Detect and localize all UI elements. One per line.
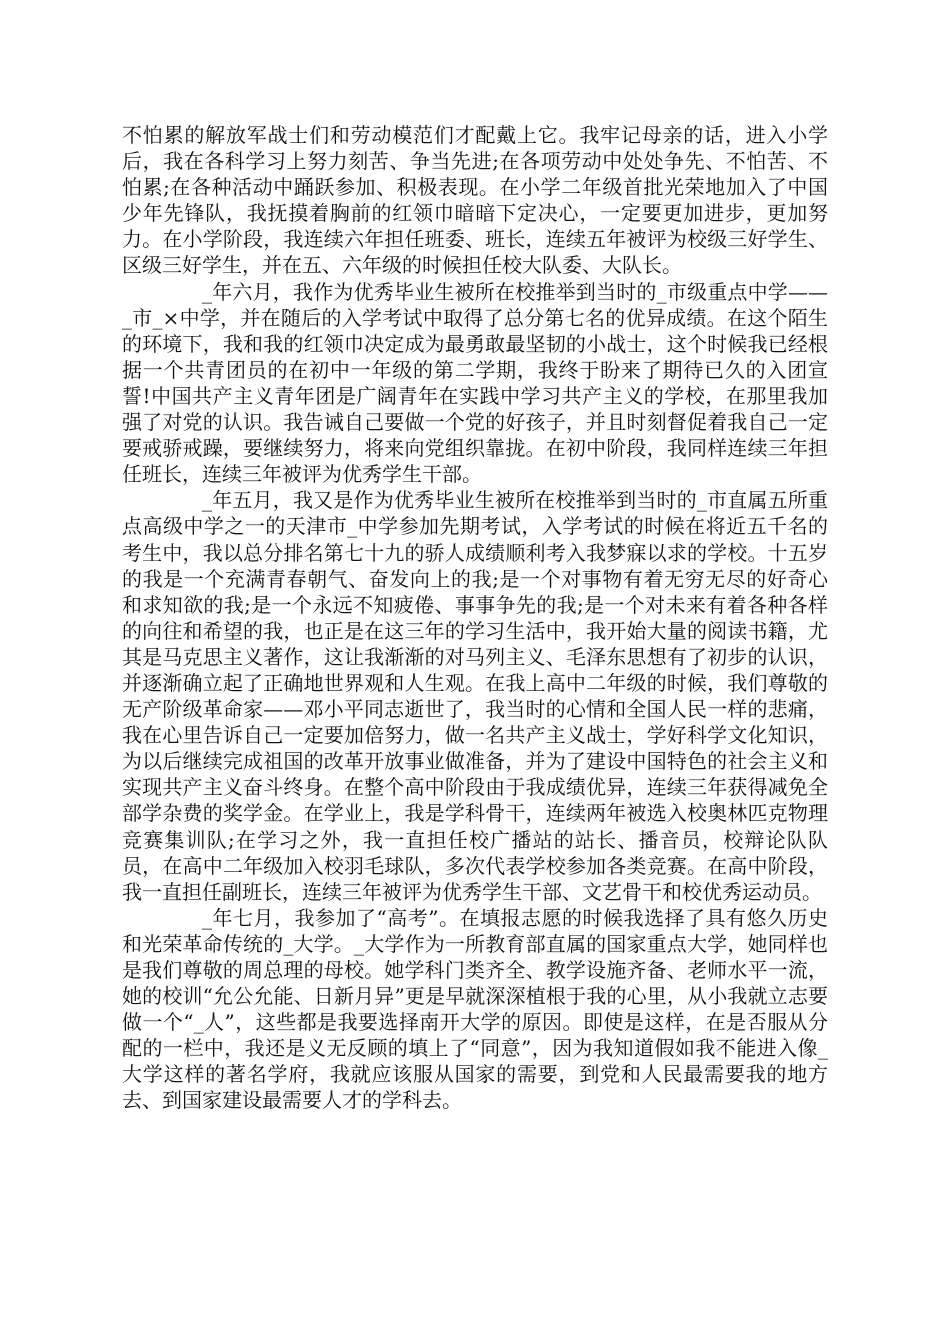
document-body bbox=[122, 122, 828, 1114]
paragraph-3: _年五月，我又是作为优秀毕业生被所在校推举到当时的_市直属五所重点高级中学之一的天津市_中学参加先期考试，入学考试的时候在将近五千名的考生中，我以总分排名第七十九的骄人成绩顺利考入我梦寐以求的学校。十五岁的我是一个充满青春朝气、奋发向上的我;是一个对事物有着无穷无尽的好奇心和求知欲的我;是一个永远不知疲倦、事事争先的我;是一个对未来有着各种各样的向往和希望的我，也正是在这三年的学习生活中，我开始大量的阅读书籍，尤其是马克思主义著作，这让我渐渐的对马列主义、毛泽东思想有了初步的认识，并逐渐确立起了正确地世界观和人生观。在我上高中二年级的时候，我们尊敬的无产阶级革命家——邓小平同志逝世了，我当时的心情和全国人民一样的悲痛，我在心里告诉自己一定要加倍努力，做一名共产主义战士，学好科学文化知识，为以后继续完成祖国的改革开放事业做准备，并为了建设中国特色的社会主义和实现共产主义奋斗终身。在整个高中阶段由于我成绩优异，连续三年获得减免全部学杂费的奖学金。在学业上，我是学科骨干，连续两年被选入校奥林匹克物理竞赛集训队;在学习之外，我一直担任校广播站的站长、播音员，校辩论队队员，在高中二年级加入校羽毛球队，多次代表学校参加各类竞赛。在高中阶段，我一直担任副班长，连续三年被评为优秀学生干部、文艺骨干和校优秀运动员。 bbox=[122, 488, 828, 904]
paragraph-1: 不怕累的解放军战士们和劳动模范们才配戴上它。我牢记母亲的话，进入小学后，我在各科学习上努力刻苦、争当先进;在各项劳动中处处争先、不怕苦、不怕累;在各种活动中踊跃参加、积极表现。在小学二年级首批光荣地加入了中国少年先锋队，我抚摸着胸前的红领巾暗暗下定决心，一定要更加进步，更加努力。在小学阶段，我连续六年担任班委、班长，连续五年被评为校级三好学生、区级三好学生，并在五、六年级的时候担任校大队委、大队长。 bbox=[122, 123, 828, 278]
paragraph-2: _年六月，我作为优秀毕业生被所在校推举到当时的_市级重点中学——_市_×中学，并在随后的入学考试中取得了总分第七名的优异成绩。在这个陌生的环境下，我和我的红领巾决定成为最勇敢最坚韧的小战士，这个时候我已经根据一个共青团员的在初中一年级的第二学期，我终于盼来了期待已久的入团宣誓!中国共产主义青年团是广阔青年在实践中学习共产主义的学校，在那里我加强了对党的认识。我告诫自己要做一个党的好孩子，并且时刻督促着我自己一定要戒骄戒躁，要继续努力，将来向党组织靠拢。在初中阶段，我同样连续三年担任班长，连续三年被评为优秀学生干部。 bbox=[122, 279, 828, 487]
paragraph-4: _年七月，我参加了“高考”。在填报志愿的时候我选择了具有悠久历史和光荣革命传统的_大学。_大学作为一所教育部直属的国家重点大学，她同样也是我们尊敬的周总理的母校。她学科门类齐全、教学设施齐备、老师水平一流，她的校训“允公允能、日新月异”更是早就深深植根于我的心里，从小我就立志要做一个“_人”，这些都是我要选择南开大学的原因。即使是这样，在是否服从分配的一栏中，我还是义无反顾的填上了“同意”，因为我知道假如我不能进入像_大学这样的著名学府，我就应该服从国家的需要，到党和人民最需要我的地方去、到国家建设最需要人才的学科去。 bbox=[122, 905, 828, 1113]
